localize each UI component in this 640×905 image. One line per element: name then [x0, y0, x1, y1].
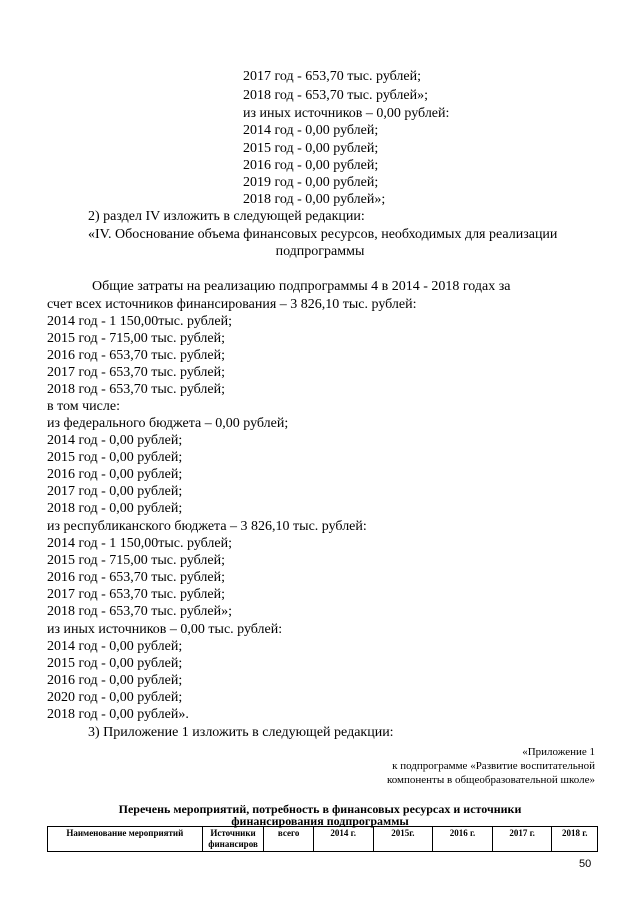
text-line: 2020 год - 0,00 рублей;: [47, 690, 183, 705]
text-line: из иных источников – 0,00 рублей:: [243, 106, 450, 121]
text-line: из иных источников – 0,00 тыс. рублей:: [47, 622, 283, 637]
text-line: 2018 год - 653,70 тыс. рублей»;: [47, 604, 233, 619]
text-line: 2018 год - 653,70 тыс. рублей»;: [243, 88, 429, 103]
text-line: 2015 год - 0,00 рублей;: [243, 141, 379, 156]
text-line: 2018 год - 0,00 рублей»;: [243, 192, 386, 207]
text-line: 2014 год - 1 150,00тыс. рублей;: [47, 536, 233, 551]
text-line: 2019 год - 0,00 рублей;: [243, 175, 379, 190]
page-number: 50: [579, 858, 592, 870]
table-heading: Перечень мероприятий, потребность в финансовых ресурсах и источники: [118, 802, 522, 816]
table-header-cell: всего: [264, 827, 314, 852]
table-header-cell: 2016 г.: [433, 827, 493, 852]
text-line: 2016 год - 0,00 рублей;: [47, 467, 183, 482]
paragraph-line: Общие затраты на реализацию подпрограммы 4 в 2014 - 2018 годах за: [92, 279, 511, 294]
text-line: 2015 год - 0,00 рублей;: [47, 450, 183, 465]
table-header-cell: 2018 г.: [552, 827, 598, 852]
text-line: 2015 год - 715,00 тыс. рублей;: [47, 553, 226, 568]
text-line: 2015 год - 0,00 рублей;: [47, 656, 183, 671]
text-line: 2017 год - 0,00 рублей;: [47, 484, 183, 499]
text-line: 2018 год - 0,00 рублей».: [47, 707, 189, 722]
text-line: 2014 год - 0,00 рублей;: [243, 123, 379, 138]
text-line: в том числе:: [47, 399, 120, 414]
section-title: «IV. Обоснование объема финансовых ресурсов, необходимых для реализации: [88, 227, 558, 242]
annex-note-line: «Приложение 1: [522, 746, 595, 758]
table-header-cell: 2017 г.: [492, 827, 552, 852]
text-line: 2016 год - 653,70 тыс. рублей;: [47, 348, 226, 363]
text-line: 2015 год - 715,00 тыс. рублей;: [47, 331, 226, 346]
table-header-row: [48, 827, 598, 852]
table-header-cell: 2014 г.: [313, 827, 373, 852]
text-line: 2017 год - 653,70 тыс. рублей;: [47, 365, 226, 380]
text-line: 2014 год - 0,00 рублей;: [47, 639, 183, 654]
annex-note-line: к подпрограмме «Развитие воспитательной: [392, 760, 595, 772]
text-line: из республиканского бюджета – 3 826,10 тыс. рублей:: [47, 519, 367, 534]
text-line: 2017 год - 653,70 тыс. рублей;: [243, 69, 422, 84]
instruction-item-3: 3) Приложение 1 изложить в следующей редакции:: [88, 725, 394, 740]
paragraph-line: счет всех источников финансирования – 3 826,10 тыс. рублей:: [47, 297, 417, 312]
text-line: 2016 год - 0,00 рублей;: [243, 158, 379, 173]
text-line: 2018 год - 653,70 тыс. рублей;: [47, 382, 226, 397]
table-header-cell: Наименование мероприятий: [48, 827, 203, 852]
financing-table: [47, 826, 598, 852]
text-line: 2016 год - 0,00 рублей;: [47, 673, 183, 688]
table-header-cell: Источники финансиров: [202, 827, 264, 852]
text-line: 2014 год - 0,00 рублей;: [47, 433, 183, 448]
text-line: 2017 год - 653,70 тыс. рублей;: [47, 587, 226, 602]
text-line: 2018 год - 0,00 рублей;: [47, 501, 183, 516]
text-line: 2016 год - 653,70 тыс. рублей;: [47, 570, 226, 585]
instruction-item-2: 2) раздел IV изложить в следующей редакции:: [88, 209, 365, 224]
annex-note-line: компоненты в общеобразовательной школе»: [386, 774, 595, 786]
table-header-cell: 2015г.: [373, 827, 433, 852]
text-line: из федерального бюджета – 0,00 рублей;: [47, 416, 289, 431]
text-line: 2014 год - 1 150,00тыс. рублей;: [47, 314, 233, 329]
section-title-cont: подпрограммы: [275, 244, 365, 259]
table-heading-underlined: финансирования подпрограммы: [231, 814, 409, 828]
